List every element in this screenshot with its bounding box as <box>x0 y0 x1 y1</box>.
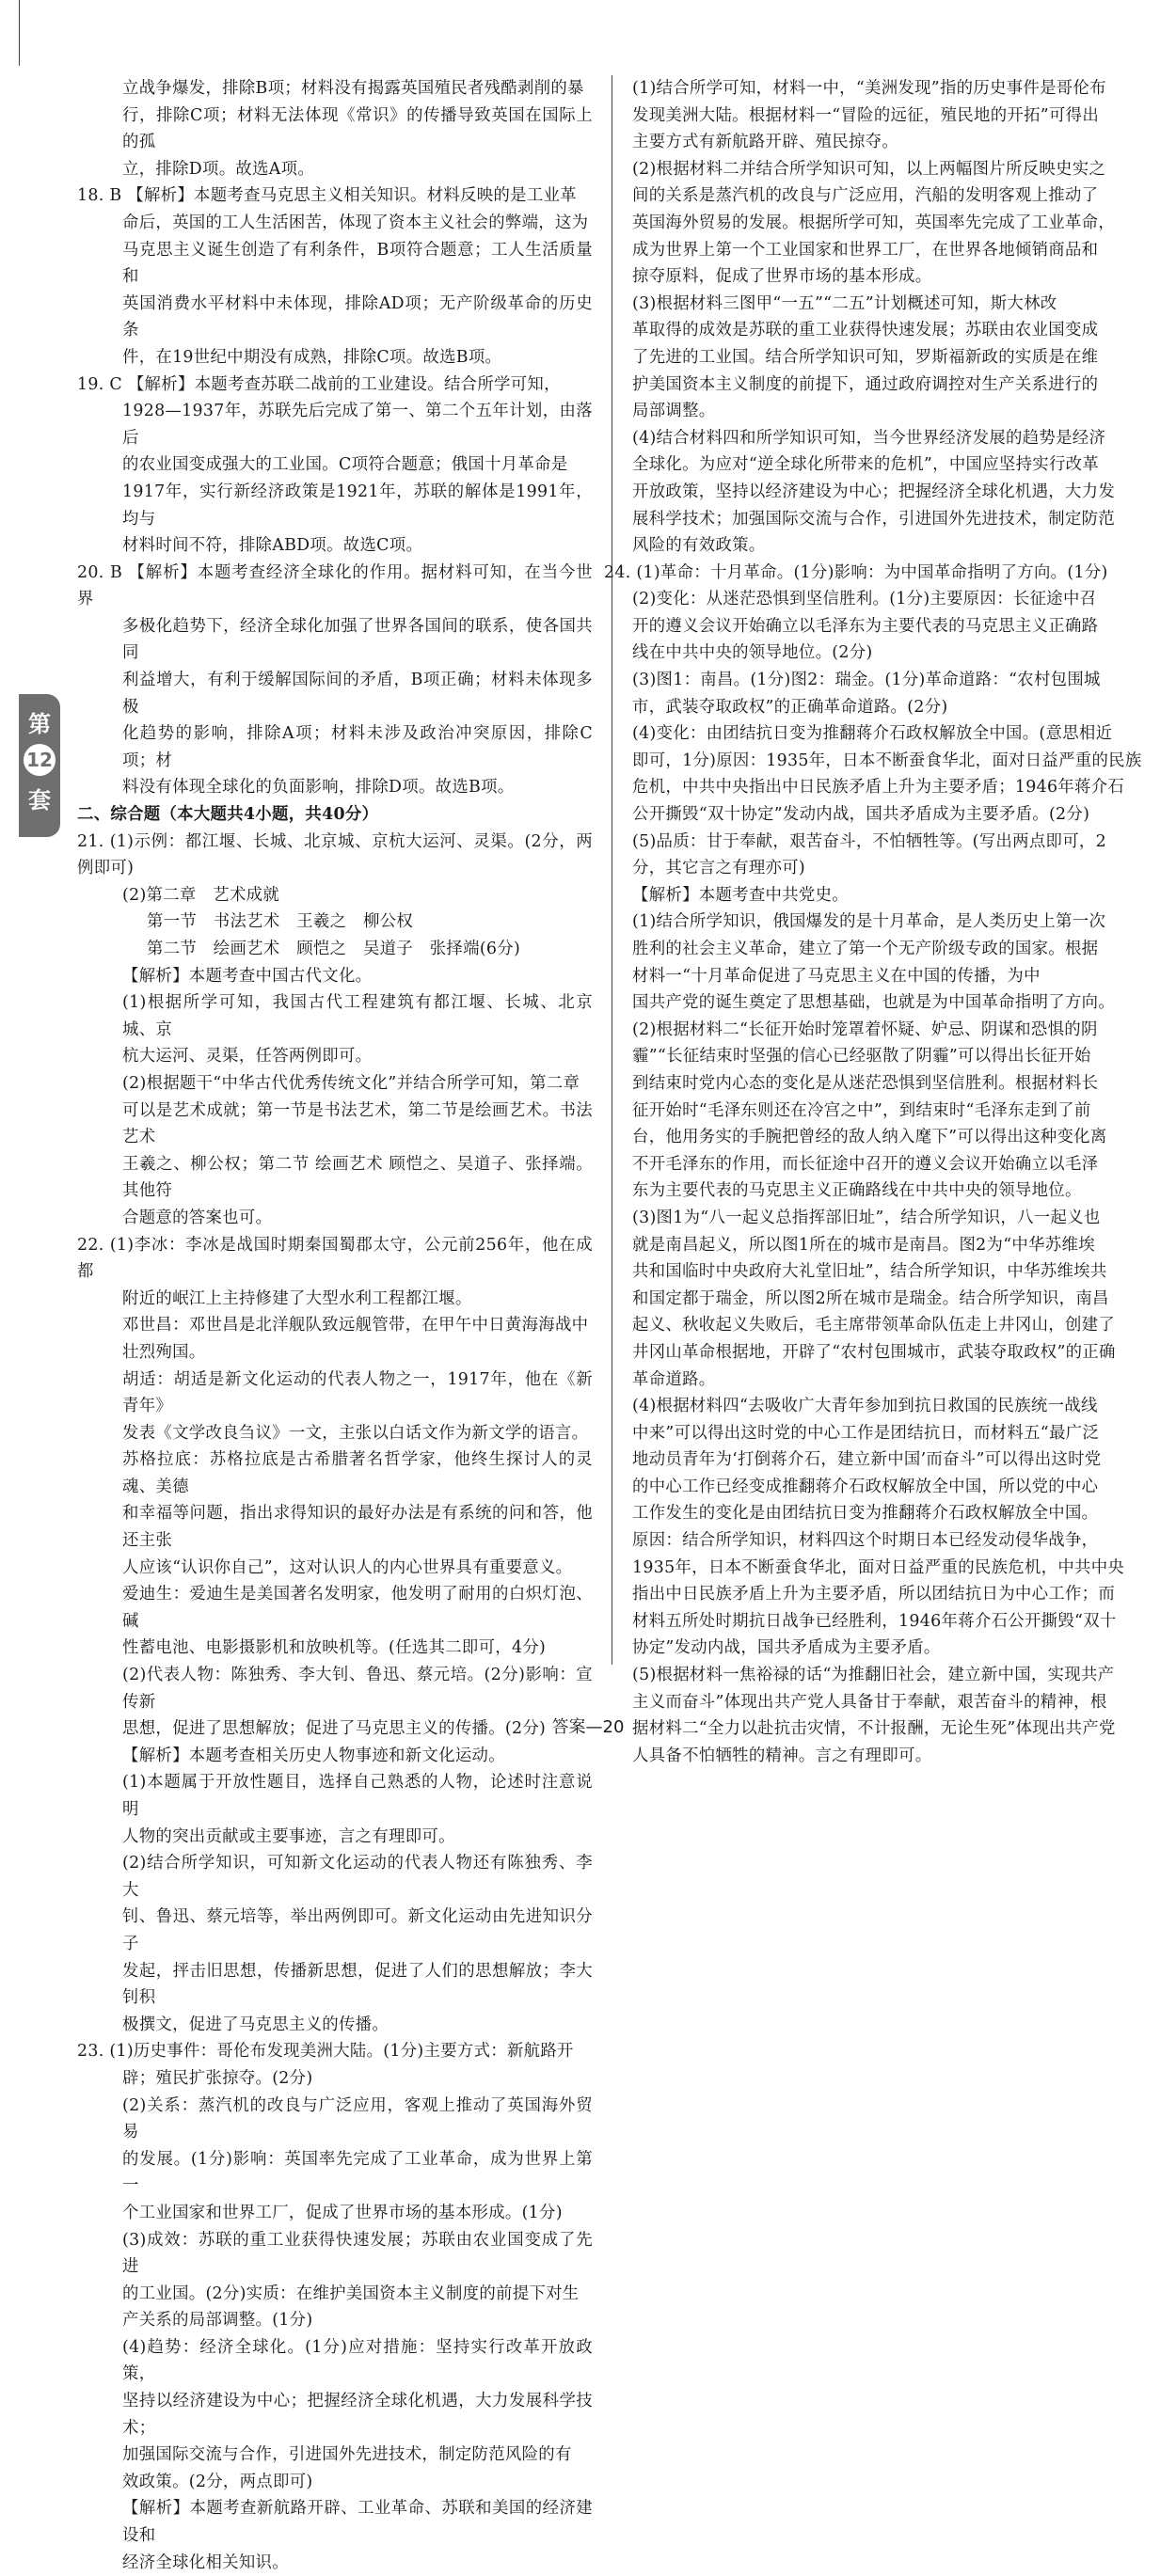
text-line: (2)第二章 艺术成就 <box>122 885 280 905</box>
text-line: 经济全球化相关知识。 <box>122 2552 289 2572</box>
left-column <box>77 75 593 2576</box>
text-line: 18. B 【解析】本题考查马克思主义相关知识。材料反映的是工业革 <box>77 186 577 206</box>
text-line: 霾”“长征结束时坚强的信心已经驱散了阴霾”可以得出长征开始 <box>632 1047 1091 1067</box>
text-line: 效政策。(2分，两点即可) <box>122 2472 313 2491</box>
text-line: 【解析】本题考查相关历史人物事迹和新文化运动。 <box>122 1746 505 1765</box>
text-line: 爱迪生：爱迪生是美国著名发明家，他发明了耐用的白炽灯泡、碱 <box>122 1585 593 1631</box>
text-line: 线在中共中央的领导地位。(2分) <box>632 643 873 663</box>
set-number-tab <box>19 694 60 837</box>
text-line: 危机，中共中央指出中日民族矛盾上升为主要矛盾；1946年蒋介石 <box>632 778 1125 798</box>
text-line: 苏格拉底：苏格拉底是古希腊著名哲学家，他终生探讨人的灵魂、美德 <box>122 1450 593 1496</box>
text-line: 22. (1)李冰：李冰是战国时期秦国蜀郡太守，公元前256年，他在成都 <box>77 1235 593 1282</box>
text-line: 中来”可以得出这时党的中心工作是团结抗日，而材料五“最广泛 <box>632 1423 1100 1443</box>
text-line: 展科学技术；加强国际交流与合作，引进国外先进技术，制定防范 <box>632 509 1116 529</box>
text-line: (4)变化：由团结抗日变为推翻蒋介石政权解放全中国。(意思相近 <box>632 724 1113 744</box>
text-line: 人物的突出贡献或主要事迹，言之有理即可。 <box>122 1826 455 1846</box>
text-line: 指出中日民族矛盾上升为主要矛盾，所以团结抗日为中心工作；而 <box>632 1585 1116 1604</box>
text-line: 了先进的工业国。结合所学知识可知，罗斯福新政的实质是在维 <box>632 347 1099 367</box>
text-line: 行，排除C项；材料无法体现《常识》的传播导致英国在国际上的孤 <box>122 105 593 152</box>
text-line: (3)图1：南昌。(1分)图2：瑞金。(1分)革命道路：“农村包围城 <box>632 671 1101 690</box>
text-line: 件，在19世纪中期没有成熟，排除C项。故选B项。 <box>122 347 502 367</box>
page-footer: 答案—20 <box>551 1717 625 1737</box>
text-line: 发现美洲大陆。根据材料一“冒险的远征，殖民地的开拓”可得出 <box>632 105 1100 125</box>
text-line: 23. (1)历史事件：哥伦布发现美洲大陆。(1分)主要方式：新航路开 <box>77 2042 574 2062</box>
text-line: 化趋势的影响，排除A项；材料未涉及政治冲突原因，排除C项；材 <box>122 724 593 770</box>
top-margin-line <box>19 0 20 66</box>
text-line: (3)根据材料三图甲“一五”“二五”计划概述可知，斯大林改 <box>632 293 1057 313</box>
text-line: 20. B 【解析】本题考查经济全球化的作用。据材料可知，在当今世界 <box>77 562 593 609</box>
text-line: (1)结合所学知识，俄国爆发的是十月革命，是人类历史上第一次 <box>632 912 1106 932</box>
right-column <box>604 75 1150 1769</box>
text-line: 到结束时党内心态的变化是从迷茫恐惧到坚信胜利。根据材料长 <box>632 1073 1099 1093</box>
text-line: (3)成效：苏联的重工业获得快速发展；苏联由农业国变成了先进 <box>122 2230 593 2277</box>
text-line: 发表《文学改良刍议》一文，主张以白话文作为新文学的语言。 <box>122 1423 589 1443</box>
text-line: 立战争爆发，排除B项；材料没有揭露英国殖民者残酷剥削的暴 <box>122 79 584 98</box>
text-line: 间的关系是蒸汽机的改良与广泛应用，汽船的发明客观上推动了 <box>632 186 1099 206</box>
text-line: 成为世界上第一个工业国家和世界工厂，在世界各地倾销商品和 <box>632 240 1099 260</box>
text-line: 钊、鲁迅、蔡元培等，举出两例即可。新文化运动由先进知识分子 <box>122 1907 593 1953</box>
text-line: (1)本题属于开放性题目，选择自己熟悉的人物，论述时注意说明 <box>122 1773 593 1819</box>
text-line: 的工业国。(2分)实质：在维护美国资本主义制度的前提下对生 <box>122 2284 580 2303</box>
text-line: 台，他用务实的手腕把曾经的敌人纳入麾下”可以得出这种变化离 <box>632 1128 1107 1147</box>
text-line: 分，其它言之有理亦可) <box>632 859 805 878</box>
text-line: 产关系的局部调整。(1分) <box>122 2311 313 2331</box>
text-line: 材料五所处时期抗日战争已经胜利，1946年蒋介石公开撕毁“双十 <box>632 1611 1117 1631</box>
text-line: 24. (1)革命：十月革命。(1分)影响：为中国革命指明了方向。(1分) <box>604 562 1108 582</box>
text-line: 据材料二“全力以赴抗击灾情，不计报酬，无论生死”体现出共产党 <box>632 1719 1116 1739</box>
text-line: 的农业国变成强大的工业国。C项符合题意；俄国十月革命是 <box>122 455 568 475</box>
text-line: 19. C 【解析】本题考查苏联二战前的工业建设。结合所学可知， <box>77 374 561 394</box>
text-line: 王羲之、柳公权；第二节 绘画艺术 顾恺之、吴道子、张择端。其他符 <box>122 1154 593 1201</box>
text-line: 的中心工作已经变成推翻蒋介石政权解放全中国，所以党的中心 <box>632 1477 1099 1496</box>
text-line: 协定”发动内战，国共矛盾成为主要矛盾。 <box>632 1638 941 1658</box>
text-line: 极撰文，促进了马克思主义的传播。 <box>122 2015 389 2034</box>
text-line: 材料时间不符，排除ABD项。故选C项。 <box>122 536 423 556</box>
text-line: 征开始时“毛泽东则还在冷宫之中”，到结束时“毛泽东走到了前 <box>632 1100 1091 1120</box>
text-line: 马克思主义诞生创造了有利条件，B项符合题意；工人生活质量和 <box>122 240 593 287</box>
tab-char-2: 套 <box>28 787 51 814</box>
text-line: 人应该“认识你自己”，这对认识人的内心世界具有重要意义。 <box>122 1557 573 1577</box>
text-line: 主要方式有新航路开辟、殖民掠夺。 <box>632 133 899 152</box>
text-line: 合题意的答案也可。 <box>122 1208 273 1227</box>
text-line: 邓世昌：邓世昌是北洋舰队致远舰管带，在甲午中日黄海海战中 <box>122 1316 589 1335</box>
text-line: 发起，抨击旧思想，传播新思想，促进了人们的思想解放；李大钊积 <box>122 1961 593 2008</box>
text-line: 井冈山革命根据地，开辟了“农村包围城市，武装夺取政权”的正确 <box>632 1342 1116 1362</box>
text-line: 东为主要代表的马克思主义正确路线在中共中央的领导地位。 <box>632 1181 1082 1201</box>
text-line: 利益增大，有利于缓解国际间的矛盾，B项正确；材料未体现多极 <box>122 671 593 717</box>
tab-number: 12 <box>24 744 56 776</box>
text-line: 材料一“十月革命促进了马克思主义在中国的传播，为中 <box>632 966 1041 986</box>
text-line: 料没有体现全球化的负面影响，排除D项。故选B项。 <box>122 778 515 798</box>
text-line: 二、综合题（本大题共4小题，共40分） <box>77 805 379 825</box>
text-line: 人具备不怕牺牲的精神。言之有理即可。 <box>632 1746 932 1765</box>
text-line: 国共产党的诞生奠定了思想基础，也就是为中国革命指明了方向。 <box>632 993 1116 1013</box>
text-line: 就是南昌起义，所以图1所在的城市是南昌。图2为“中华苏维埃 <box>632 1235 1095 1255</box>
text-line: 革命道路。 <box>632 1369 716 1389</box>
text-line: 英国海外贸易的发展。根据所学可知，英国率先完成了工业革命， <box>632 213 1116 232</box>
text-line: (4)根据材料四“去吸收广大青年参加到抗日救国的民族统一战线 <box>632 1397 1098 1416</box>
text-line: 【解析】本题考查中国古代文化。 <box>122 966 373 986</box>
text-line: 革取得的成效是苏联的重工业获得快速发展；苏联由农业国变成 <box>632 321 1099 340</box>
text-line: 即可，1分)原因：1935年，日本不断蚕食华北，面对日益严重的民族 <box>632 751 1142 770</box>
text-line: 开放政策，坚持以经济建设为中心；把握经济全球化机遇，大力发 <box>632 482 1116 501</box>
text-line: 市，武装夺取政权”的正确革命道路。(2分) <box>632 697 948 717</box>
text-line: 杭大运河、灵渠，任答两例即可。 <box>122 1047 373 1067</box>
text-line: 立，排除D项。故选A项。 <box>122 159 315 179</box>
text-line: (2)根据材料二“长征开始时笼罩着怀疑、妒忌、阴谋和恐惧的阴 <box>632 1019 1098 1039</box>
text-line: 胜利的社会主义革命，建立了第一个无产阶级专政的国家。根据 <box>632 940 1099 958</box>
text-line: 1917年，实行新经济政策是1921年，苏联的解体是1991年，均与 <box>122 482 593 529</box>
text-line: 性蓄电池、电影摄影机和放映机等。(任选其二即可，4分) <box>122 1638 547 1658</box>
text-line: 胡适：胡适是新文化运动的代表人物之一，1917年，他在《新青年》 <box>122 1369 593 1416</box>
text-line: 不开毛泽东的作用，而长征途中召开的遵义会议开始确立以毛泽 <box>632 1154 1099 1174</box>
text-line: (4)趋势：经济全球化。(1分)应对措施：坚持实行改革开放政策， <box>122 2337 593 2384</box>
text-line: 辟；殖民扩张掠夺。(2分) <box>122 2068 313 2088</box>
text-line: 21. (1)示例：都江堰、长城、北京城、京杭大运河、灵渠。(2分，两例即可) <box>77 831 593 878</box>
text-line: (4)结合材料四和所学知识可知，当今世界经济发展的趋势是经济 <box>632 428 1106 448</box>
text-line: (2)代表人物：陈独秀、李大钊、鲁迅、蔡元培。(2分)影响：宣传新 <box>122 1666 593 1712</box>
text-line: 思想，促进了思想解放；促进了马克思主义的传播。(2分) <box>122 1719 547 1739</box>
text-line: 坚持以经济建设为中心；把握经济全球化机遇，大力发展科学技术； <box>122 2392 593 2438</box>
text-line: 多极化趋势下，经济全球化加强了世界各国间的联系，使各国共同 <box>122 616 593 663</box>
text-line: 可以是艺术成就；第一节是书法艺术，第二节是绘画艺术。书法艺术 <box>122 1100 593 1147</box>
text-line: 英国消费水平材料中未体现，排除AD项；无产阶级革命的历史条 <box>122 293 593 340</box>
text-line: 1935年，日本不断蚕食华北，面对日益严重的民族危机，中共中央 <box>632 1557 1125 1577</box>
text-line: 局部调整。 <box>632 402 716 421</box>
text-line: (2)关系：蒸汽机的改良与广泛应用，客观上推动了英国海外贸易 <box>122 2095 593 2142</box>
text-line: (2)根据材料二并结合所学知识可知，以上两幅图片所反映史实之 <box>632 159 1106 179</box>
text-line: 命后，英国的工人生活困苦，体现了资本主义社会的弊端，这为 <box>122 213 589 232</box>
text-line: (2)结合所学知识，可知新文化运动的代表人物还有陈独秀、李大 <box>122 1854 593 1900</box>
text-line: (3)图1为“八一起义总指挥部旧址”，结合所学知识，八一起义也 <box>632 1208 1101 1227</box>
text-line: 开的遵义会议开始确立以毛泽东为主要代表的马克思主义正确路 <box>632 616 1099 636</box>
text-line: 风险的有效政策。 <box>632 536 766 556</box>
text-line: 主义而奋斗”体现出共产党人具备甘于奉献，艰苦奋斗的精神，根 <box>632 1692 1107 1712</box>
text-line: (1)根据所学可知，我国古代工程建筑有都江堰、长城、北京城、京 <box>122 993 593 1039</box>
text-line: (5)品质：甘于奉献，艰苦奋斗，不怕牺牲等。(写出两点即可，2 <box>632 831 1106 851</box>
text-line: (2)变化：从迷茫恐惧到坚信胜利。(1分)主要原因：长征途中召 <box>632 590 1097 609</box>
text-line: 共和国临时中央政府大礼堂旧址”，结合所学知识，中华苏维埃共 <box>632 1262 1107 1282</box>
text-line: 原因：结合所学知识，材料四这个时期日本已经发动侵华战争， <box>632 1531 1099 1551</box>
text-line: (2)根据题干“中华古代优秀传统文化”并结合所学可知，第二章 <box>122 1073 580 1093</box>
text-line: 掠夺原料，促成了世界市场的基本形成。 <box>632 267 932 287</box>
text-line: 公开撕毁“双十协定”发动内战，国共矛盾成为主要矛盾。(2分) <box>632 805 1090 825</box>
text-line: (1)结合所学可知，材料一中，“美洲发现”指的历史事件是哥伦布 <box>632 79 1106 98</box>
text-line: 附近的岷江上主持修建了大型水利工程都江堰。 <box>122 1288 472 1308</box>
text-line: 工作发生的变化是由团结抗日变为推翻蒋介石政权解放全中国。 <box>632 1504 1099 1524</box>
text-line: 【解析】本题考查新航路开辟、工业革命、苏联和美国的经济建设和 <box>122 2499 593 2546</box>
text-line: 第一节 书法艺术 王羲之 柳公权 <box>147 912 414 932</box>
text-line: 地动员青年为‘打倒蒋介石，建立新中国’而奋斗”可以得出这时党 <box>632 1450 1102 1470</box>
text-line: 的发展。(1分)影响：英国率先完成了工业革命，成为世界上第一 <box>122 2149 593 2196</box>
text-line: 护美国资本主义制度的前提下，通过政府调控对生产关系进行的 <box>632 374 1099 394</box>
text-line: 壮烈殉国。 <box>122 1342 206 1362</box>
text-line: 和幸福等问题，指出求得知识的最好办法是有系统的问和答，他还主张 <box>122 1504 593 1551</box>
text-line: 起义、秋收起义失败后，毛主席带领革命队伍走上井冈山，创建了 <box>632 1316 1116 1335</box>
text-line: 1928—1937年，苏联先后完成了第一、第二个五年计划，由落后 <box>122 402 593 448</box>
tab-char-1: 第 <box>28 711 51 737</box>
text-line: 个工业国家和世界工厂，促成了世界市场的基本形成。(1分) <box>122 2203 563 2222</box>
text-line: 全球化。为应对“逆全球化所带来的危机”，中国应坚持实行改革 <box>632 455 1100 475</box>
text-line: (5)根据材料一焦裕禄的话“为推翻旧社会，建立新中国，实现共产 <box>632 1666 1115 1685</box>
text-line: 和国定都于瑞金，所以图2所在城市是瑞金。结合所学知识，南昌 <box>632 1288 1109 1308</box>
text-line: 【解析】本题考查中共党史。 <box>632 885 849 905</box>
text-line: 第二节 绘画艺术 顾恺之 吴道子 张择端(6分) <box>147 940 521 958</box>
text-line: 加强国际交流与合作，引进国外先进技术，制定防范风险的有 <box>122 2445 572 2465</box>
